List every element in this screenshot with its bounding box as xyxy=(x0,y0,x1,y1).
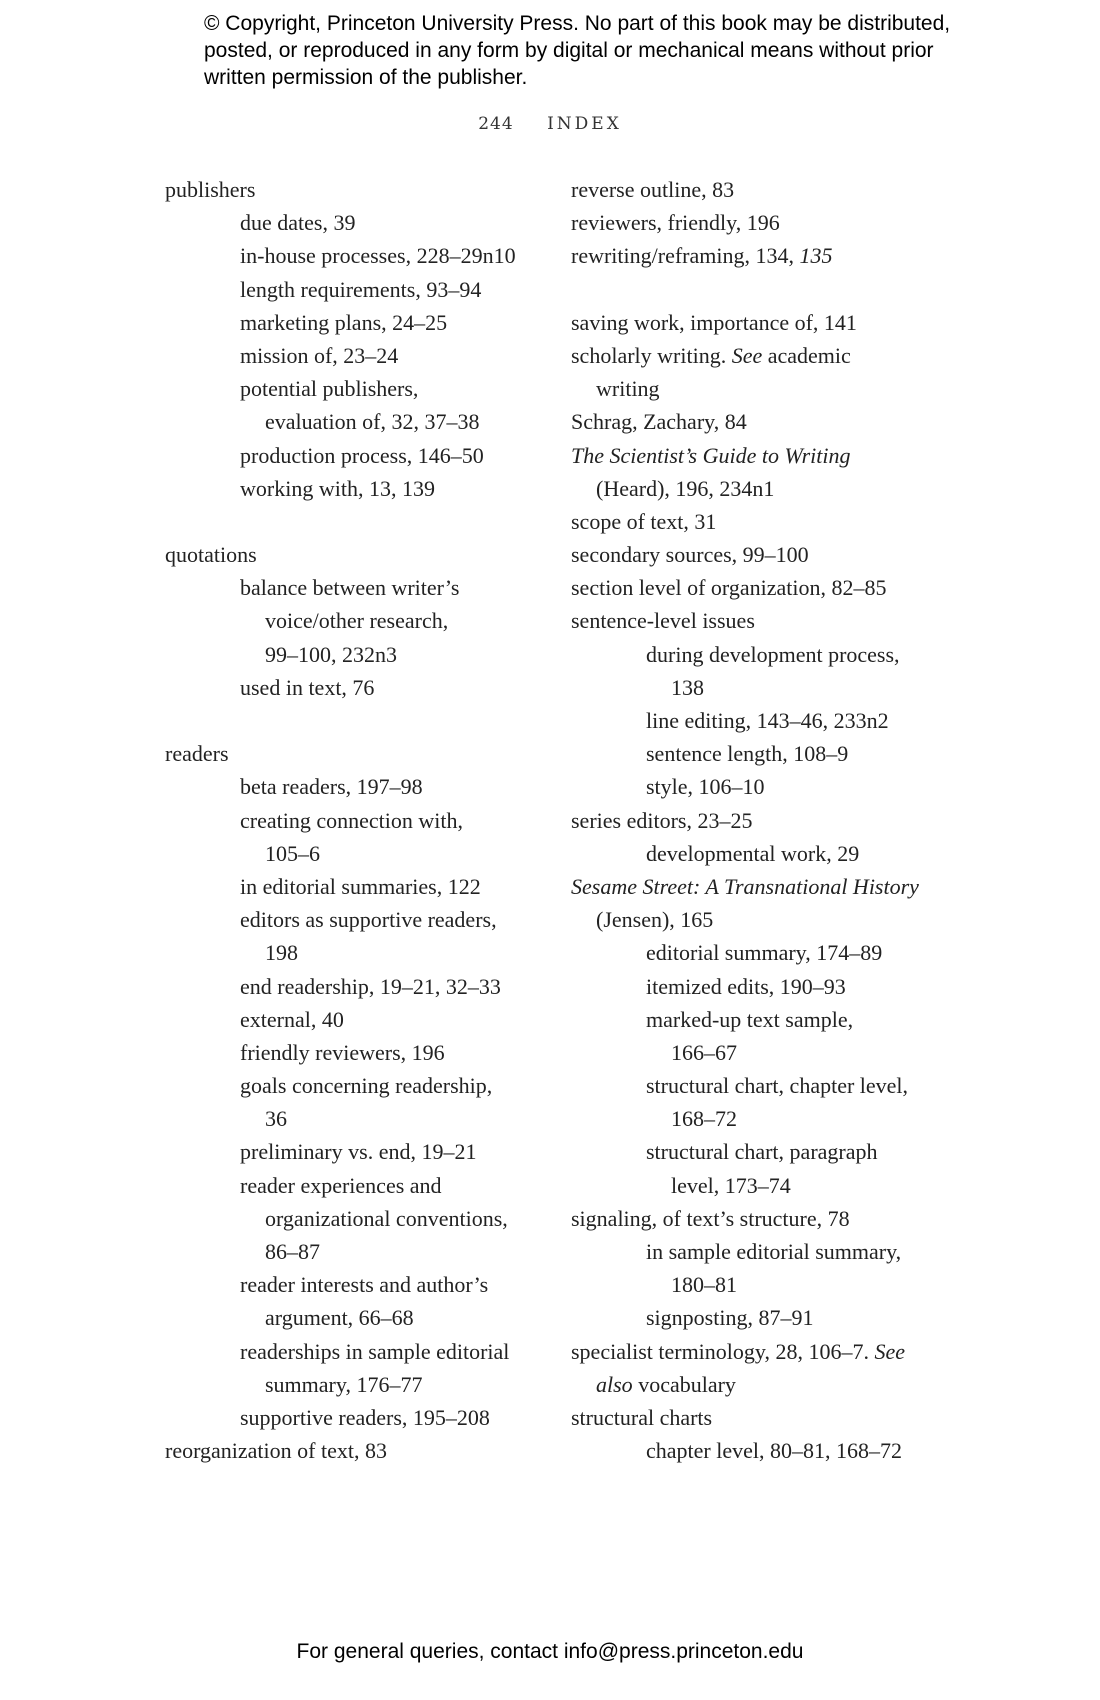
index-subentry xyxy=(571,1102,971,1135)
index-text: (Heard), 196, 234n1 xyxy=(596,475,775,501)
index-text: voice/other research, xyxy=(265,608,449,634)
index-text: summary, 176–77 xyxy=(265,1371,423,1397)
page-title: INDEX xyxy=(547,114,622,134)
index-subentry xyxy=(571,671,971,704)
index-subentry xyxy=(165,405,555,438)
index-subentry xyxy=(165,439,555,472)
index-subentry xyxy=(165,1335,555,1368)
index-heading xyxy=(571,505,971,538)
index-subentry xyxy=(165,1368,555,1401)
index-text: chapter level, 80–81, 168–72 xyxy=(646,1438,902,1464)
index-text: reader experiences and xyxy=(240,1172,442,1198)
index-text: reader interests and author’s xyxy=(240,1272,489,1298)
index-heading xyxy=(165,1434,555,1467)
index-heading xyxy=(571,173,971,206)
index-subentry xyxy=(571,1135,971,1168)
index-heading xyxy=(571,538,971,571)
index-subentry xyxy=(571,837,971,870)
index-subentry xyxy=(571,903,971,936)
index-subentry xyxy=(165,671,555,704)
index-text: itemized edits, 190–93 xyxy=(646,973,846,999)
index-text: readers xyxy=(165,741,229,767)
index-heading xyxy=(571,604,971,637)
index-subentry xyxy=(165,1102,555,1135)
index-subentry xyxy=(571,936,971,969)
index-text: editors as supportive readers, xyxy=(240,907,497,933)
index-heading xyxy=(165,173,555,206)
index-subentry xyxy=(571,1069,971,1102)
index-subentry xyxy=(165,1401,555,1434)
index-text: goals concerning readership, xyxy=(240,1073,493,1099)
index-subentry xyxy=(165,1036,555,1069)
index-text: 105–6 xyxy=(265,840,320,866)
index-text: signaling, of text’s structure, 78 xyxy=(571,1205,850,1231)
index-heading xyxy=(571,206,971,239)
index-text: style, 106–10 xyxy=(646,774,765,800)
index-spacer xyxy=(165,704,555,737)
index-text: working with, 13, 139 xyxy=(240,475,435,501)
index-text: 86–87 xyxy=(265,1239,320,1264)
index-subentry xyxy=(165,936,555,969)
index-text: 138 xyxy=(671,674,704,700)
index-subentry xyxy=(571,372,971,405)
index-text: production process, 146–50 xyxy=(240,442,484,468)
index-text: 36 xyxy=(265,1106,287,1132)
index-text: vocabulary xyxy=(632,1371,736,1397)
index-text: saving work, importance of, 141 xyxy=(571,309,857,335)
index-subentry xyxy=(165,1135,555,1168)
index-text: argument, 66–68 xyxy=(265,1305,414,1331)
index-text: signposting, 87–91 xyxy=(646,1305,814,1331)
index-text: due dates, 39 xyxy=(240,210,356,236)
index-subentry xyxy=(165,1301,555,1334)
index-column-right xyxy=(571,173,971,1467)
copyright-notice: © Copyright, Princeton University Press. No part of this book may be distributed, posted, or reproduced in any form by digital or mechanical means without prior written permission of the publisher. xyxy=(204,12,951,89)
index-text: See xyxy=(874,1338,906,1364)
index-subentry xyxy=(165,837,555,870)
index-subentry xyxy=(165,903,555,936)
index-text: sentence-level issues xyxy=(571,608,755,634)
index-subentry xyxy=(571,970,971,1003)
index-text: in sample editorial summary, xyxy=(646,1239,902,1264)
index-subentry xyxy=(165,638,555,671)
index-heading xyxy=(571,239,971,272)
index-heading xyxy=(165,737,555,770)
index-text: 166–67 xyxy=(671,1039,737,1065)
index-text: academic xyxy=(762,342,851,368)
index-heading xyxy=(571,571,971,604)
index-spacer xyxy=(165,505,555,538)
index-text: structural chart, chapter level, xyxy=(646,1073,909,1099)
index-text: readerships in sample editorial xyxy=(240,1338,510,1364)
index-text: friendly reviewers, 196 xyxy=(240,1039,445,1065)
index-text: external, 40 xyxy=(240,1006,344,1032)
index-heading xyxy=(571,405,971,438)
index-subentry xyxy=(571,704,971,737)
index-heading xyxy=(571,306,971,339)
index-text: 168–72 xyxy=(671,1106,737,1132)
footer-contact: For general queries, contact info@press.princeton.edu xyxy=(296,1640,804,1663)
index-text: preliminary vs. end, 19–21 xyxy=(240,1139,477,1165)
index-subentry xyxy=(571,1301,971,1334)
index-column-left xyxy=(165,173,555,1467)
index-subentry xyxy=(571,770,971,803)
index-text: evaluation of, 32, 37–38 xyxy=(265,409,480,435)
index-heading xyxy=(165,538,555,571)
index-text: line editing, 143–46, 233n2 xyxy=(646,708,889,733)
index-subentry xyxy=(165,306,555,339)
index-subentry xyxy=(165,571,555,604)
index-text: section level of organization, 82–85 xyxy=(571,575,887,601)
index-text: quotations xyxy=(165,542,257,568)
index-text: sentence length, 108–9 xyxy=(646,741,849,767)
index-subentry xyxy=(571,472,971,505)
index-text: potential publishers, xyxy=(240,376,419,402)
index-text: series editors, 23–25 xyxy=(571,807,753,833)
index-subentry xyxy=(165,970,555,1003)
index-heading xyxy=(571,1401,971,1434)
index-text: structural chart, paragraph xyxy=(646,1139,878,1165)
index-text: level, 173–74 xyxy=(671,1172,791,1198)
index-text: publishers xyxy=(165,177,256,202)
index-text: beta readers, 197–98 xyxy=(240,774,423,800)
index-subentry xyxy=(571,1235,971,1268)
index-text: also xyxy=(596,1371,633,1397)
index-subentry xyxy=(571,1169,971,1202)
index-heading xyxy=(571,1335,971,1368)
index-subentry xyxy=(571,1368,971,1401)
index-text: reverse outline, 83 xyxy=(571,177,735,202)
index-text: creating connection with, xyxy=(240,807,463,833)
index-subentry xyxy=(571,737,971,770)
index-text: 180–81 xyxy=(671,1272,737,1298)
index-subentry xyxy=(571,1036,971,1069)
index-text: end readership, 19–21, 32–33 xyxy=(240,973,501,999)
index-text: developmental work, 29 xyxy=(646,840,860,866)
index-text: secondary sources, 99–100 xyxy=(571,542,809,568)
index-text: marked-up text sample, xyxy=(646,1006,854,1032)
index-text: The Scientist’s Guide to Writing xyxy=(571,442,851,468)
index-subentry xyxy=(571,1434,971,1467)
index-heading xyxy=(571,439,971,472)
page-number: 244 xyxy=(478,114,514,134)
index-text: during development process, xyxy=(646,641,900,667)
index-text: scholarly writing. xyxy=(571,342,732,368)
index-text: marketing plans, 24–25 xyxy=(240,309,448,335)
index-subentry xyxy=(165,273,555,306)
index-subentry xyxy=(165,372,555,405)
index-subentry xyxy=(165,870,555,903)
index-text: editorial summary, 174–89 xyxy=(646,940,883,966)
index-text: Sesame Street: A Transnational History xyxy=(571,873,919,899)
index-heading xyxy=(571,1202,971,1235)
index-text: in-house processes, 228–29n10 xyxy=(240,243,516,269)
index-text: length requirements, 93–94 xyxy=(240,276,482,302)
index-heading xyxy=(571,804,971,837)
index-subentry xyxy=(165,339,555,372)
index-text: Schrag, Zachary, 84 xyxy=(571,409,747,435)
index-subentry xyxy=(165,604,555,637)
index-text: writing xyxy=(596,376,660,402)
index-subentry xyxy=(165,239,555,272)
index-text: organizational conventions, xyxy=(265,1205,508,1231)
index-text: structural charts xyxy=(571,1404,713,1430)
index-subentry xyxy=(571,638,971,671)
index-subentry xyxy=(165,206,555,239)
index-text: in editorial summaries, 122 xyxy=(240,873,481,899)
index-text: scope of text, 31 xyxy=(571,508,717,534)
index-text: 198 xyxy=(265,940,298,966)
index-subentry xyxy=(165,1235,555,1268)
index-heading xyxy=(571,870,971,903)
index-text: balance between writer’s xyxy=(240,575,460,601)
index-text: used in text, 76 xyxy=(240,674,375,700)
index-subentry xyxy=(165,1069,555,1102)
index-subentry xyxy=(165,1202,555,1235)
index-text: specialist terminology, 28, 106–7. xyxy=(571,1338,875,1364)
index-subentry xyxy=(165,1003,555,1036)
index-subentry xyxy=(165,770,555,803)
index-subentry xyxy=(165,1268,555,1301)
index-subentry xyxy=(571,1268,971,1301)
index-text: reorganization of text, 83 xyxy=(165,1438,387,1464)
index-subentry xyxy=(165,472,555,505)
index-text: rewriting/reframing, 134, xyxy=(571,243,800,269)
index-text: (Jensen), 165 xyxy=(596,907,714,933)
index-text: See xyxy=(731,342,763,368)
index-spacer xyxy=(571,273,971,306)
index-text: reviewers, friendly, 196 xyxy=(571,210,780,236)
index-subentry xyxy=(165,1169,555,1202)
index-heading xyxy=(571,339,971,372)
index-text: 99–100, 232n3 xyxy=(265,641,397,667)
running-head xyxy=(0,114,1100,134)
index-subentry xyxy=(571,1003,971,1036)
index-text: 135 xyxy=(799,243,833,269)
index-subentry xyxy=(165,804,555,837)
index-text: supportive readers, 195–208 xyxy=(240,1404,490,1430)
index-text: mission of, 23–24 xyxy=(240,342,399,368)
